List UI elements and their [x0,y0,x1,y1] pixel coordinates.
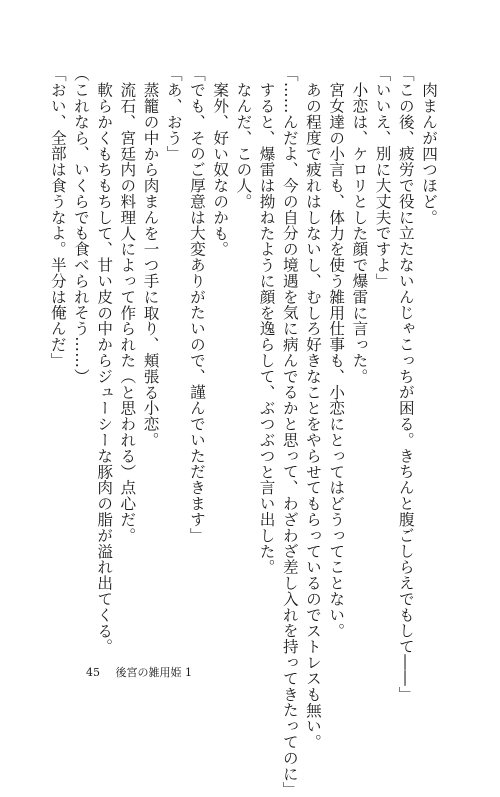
text-line: 小恋は、ケロリとした顔で爆雷に言った。 [350,81,369,384]
text-line: すると、爆雷は拗ねたように顔を逸らして、ぶつぶつと言い出した。 [257,81,276,575]
text-line: 「でも、そのご厚意は大変ありがたいので、謹んでいただきます」 [187,66,206,543]
text-line: 蒸籠の中から肉まんを一つ手に取り、頬張る小恋。 [141,81,160,448]
text-line: あの程度で疲れはしないし、むしろ好きなことをやらせてもらっているのでストレスも無い。 [303,81,322,750]
page-number: 45 [86,666,100,679]
text-line: 「いいえ、別に大丈夫ですよ」 [373,66,392,289]
text-line: 「……んだよ、今の自分の境遇を気に病んでるかと思って、わざわざ差し入れを持ってきたってのに」 [280,66,299,797]
text-line: なんだ、この人。 [234,81,253,209]
text-line: 軟らかくもちもちして、甘い皮の中からジューシーな豚肉の脂が溢れ出てくる。 [95,81,114,654]
text-line: 流石、宮廷内の料理人によって作られた（と思われる）点心だ。 [118,81,137,543]
text-line: 「この後、疲労で役に立たないんじゃこっちが困る。きちんと腹ごしらえでもして――」 [396,66,415,702]
text-line: 肉まんが四つほど。 [420,81,438,225]
book-title: 後宮の雑用姫 1 [115,666,192,679]
page-footer [86,664,192,680]
text-line: （これなら、いくらでも食べられそう……） [71,66,90,384]
text-line: 案外、好い奴なのかも。 [211,81,230,257]
text-line: 「おい、全部は食うなよ。半分は俺んだ」 [48,66,67,369]
text-line: 宮女達の小言も、体力を使う雑用仕事も、小恋にとってはどうってことない。 [327,81,346,639]
text-line: 「あ、おう」 [164,66,183,162]
